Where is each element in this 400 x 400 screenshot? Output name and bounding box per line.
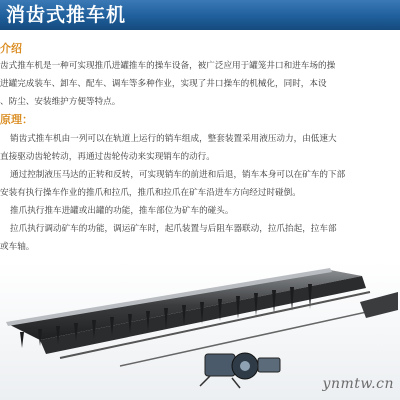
page-title: 消齿式推车机 [0,0,400,30]
intro-line-2: 进罐完成装车、卸车、配车、调车等多种作业，实现了井口操车的机械化，同时，本设 [0,79,327,89]
principle-line-4: 安装有执行操车作业的推爪和拉爪，推爪和拉爪在矿车沿进车方向经过时碰倒。 [0,188,301,198]
intro-line-3: 、防尘、安装维护方便等特点。 [0,97,121,107]
principle-line-1: 销齿式推车机由一列可以在轨道上运行的销车组成，整套装置采用液压动力，由低速大 [10,134,337,144]
intro-line-1: 齿式推车机是一种可实现推爪进罐推车的操车设备，被广泛应用于罐笼井口和进车场的操 [0,61,336,71]
principle-line-2: 直接驱动齿轮转动，再通过齿轮传动来实现销车的动行。 [0,152,215,162]
principle-line-6: 拉爪执行调动矿车的功能，调运矿车时，起爪装置与后阻车器联动，拉爪抬起，拉车部 [10,224,337,234]
principle-line-5: 推爪执行推车进罐或出罐的功能，推车部位为矿车的碰头。 [10,206,234,216]
watermark: ynmtw.cn [322,376,394,392]
principle-line-7: 或车轴。 [0,242,35,252]
principle-line-3: 通过控制液压马达的正转和反转，可实现销车的前进和后退，销车本身可以在矿车的下部 [10,170,346,180]
section-heading-principle: 原理： [0,113,33,126]
section-heading-intro: 介绍 [0,42,22,55]
